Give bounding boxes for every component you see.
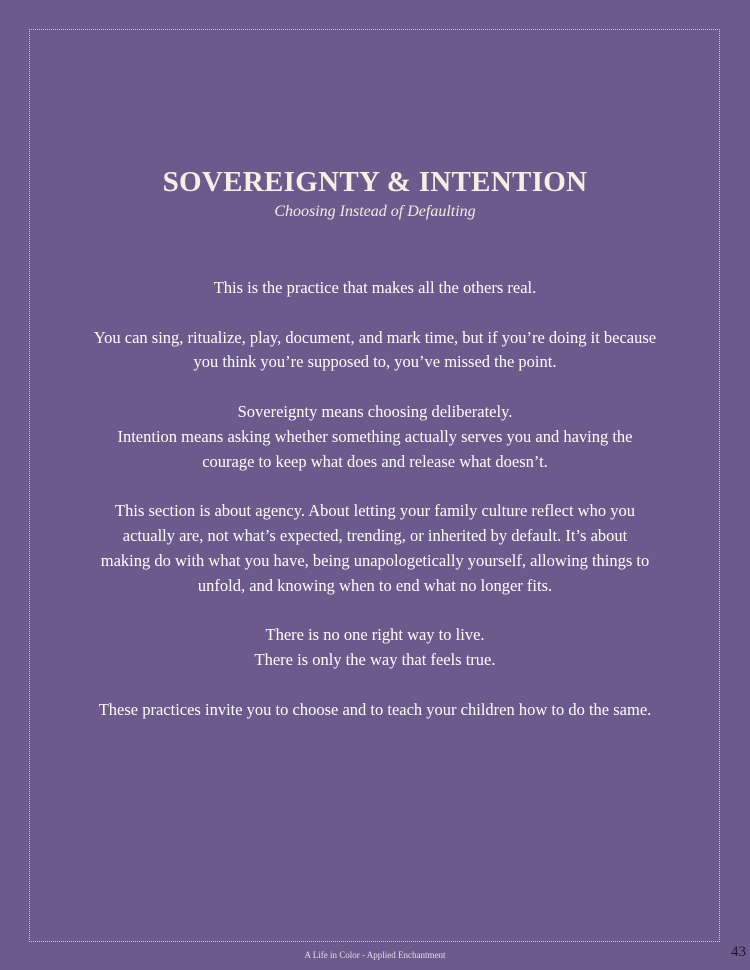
- page-subtitle: Choosing Instead of Defaulting: [274, 203, 476, 220]
- paragraph-3: [60, 400, 690, 474]
- paragraph-6: [60, 698, 690, 723]
- footer-text: A Life in Color - Applied Enchantment: [304, 950, 446, 960]
- paragraph-line: courage to keep what does and release what doesn’t.: [202, 451, 548, 471]
- paragraph-5: [60, 623, 690, 673]
- paragraph-line: This is the practice that makes all the others real.: [213, 278, 537, 297]
- paragraph-2: [60, 326, 690, 376]
- paragraph-line: making do with what you have, being unapologetically yourself, allowing things to: [100, 550, 650, 570]
- paragraph-line: You can sing, ritualize, play, document, and mark time, but if you’re doing it because: [93, 327, 657, 347]
- paragraph-line: There is no one right way to live.: [265, 625, 485, 645]
- paragraph-line: unfold, and knowing when to end what no longer fits.: [197, 575, 553, 595]
- body-text: [60, 276, 690, 722]
- page-title: SOVEREIGNTY & INTENTION: [162, 166, 588, 198]
- paragraph-line: actually are, not what’s expected, trending, or inherited by default. It’s about: [122, 525, 628, 545]
- paragraph-line: This section is about agency. About letting your family culture reflect who you: [115, 501, 635, 521]
- paragraph-line: Intention means asking whether something actually serves you and having the: [117, 426, 633, 446]
- paragraph-line: These practices invite you to choose and to teach your children how to do the same.: [98, 699, 652, 719]
- paragraph-4: [60, 499, 690, 598]
- paragraph-line: There is only the way that feels true.: [254, 649, 496, 669]
- paragraph-1: [60, 276, 690, 301]
- page-number: 43: [731, 944, 746, 960]
- paragraph-line: you think you’re supposed to, you’ve missed the point.: [193, 352, 557, 372]
- paragraph-line: Sovereignty means choosing deliberately.: [237, 401, 513, 421]
